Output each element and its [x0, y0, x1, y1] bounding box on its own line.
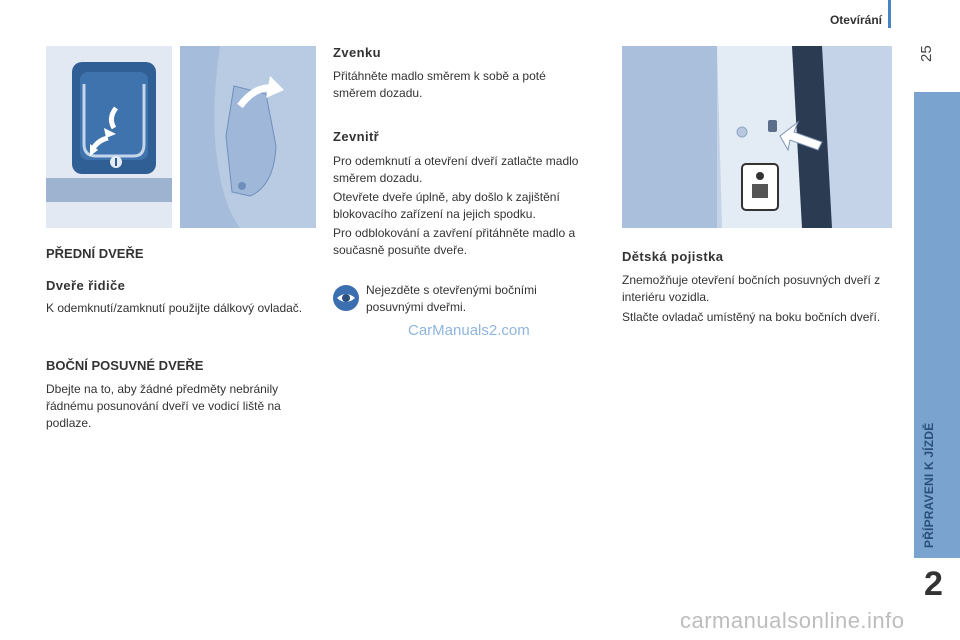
- driver-door-heading: Dveře řidiče: [46, 278, 126, 293]
- inside-heading: Zevnitř: [333, 129, 380, 144]
- image-inside-handle: [180, 46, 316, 228]
- section-title: Otevírání: [829, 13, 882, 27]
- sliding-doors-heading: BOČNÍ POSUVNÉ DVEŘE: [46, 358, 204, 373]
- child-lock-illustration: [622, 46, 892, 228]
- driver-door-text: K odemknutí/zamknutí použijte dálkový ovladač.: [46, 301, 303, 315]
- note-text: Nejezděte s otevřenými bočními posuvnými dveřmi.: [366, 283, 537, 314]
- inside-text-2: Otevřete dveře úplně, aby došlo k zajištění blokovacího zařízení na jejich spodku.: [333, 190, 560, 221]
- inside-text-3: Pro odblokování a zavření přitáhněte madlo a současně posuňte dveře.: [333, 226, 576, 257]
- site-watermark: carmanualsonline.info: [680, 608, 905, 633]
- inside-text-1: Pro odemknutí a otevření dveří zatlačte madlo směrem dozadu.: [333, 154, 579, 185]
- page-number: 25: [918, 45, 935, 62]
- eye-icon-shape: [333, 285, 359, 311]
- image-outside-handle: [46, 46, 172, 228]
- handle-illustration: [46, 46, 172, 228]
- chapter-title: PŘÍPRAVENI K JÍZDĚ: [922, 422, 936, 548]
- inside-handle-illustration: [180, 46, 316, 228]
- child-lock-text-1: Znemožňuje otevření bočních posuvných dveří z interiéru vozidla.: [622, 273, 881, 304]
- front-doors-heading: PŘEDNÍ DVEŘE: [46, 246, 144, 261]
- outside-heading: Zvenku: [333, 45, 381, 60]
- chapter-number: 2: [924, 565, 943, 603]
- eye-icon: [333, 285, 359, 311]
- header-accent-line: [888, 0, 891, 28]
- carmanuals-watermark: CarManuals2.com: [408, 322, 530, 339]
- sliding-doors-text: Dbejte na to, aby žádné předměty nebránily řádnému posunování dveří ve vodicí liště na podlaze.: [46, 382, 281, 430]
- image-child-lock: [622, 46, 892, 228]
- outside-text: Přitáhněte madlo směrem k sobě a poté směrem dozadu.: [333, 69, 546, 100]
- child-lock-heading: Dětská pojistka: [622, 249, 724, 264]
- child-lock-text-2: Stlačte ovladač umístěný na boku bočních dveří.: [622, 310, 881, 324]
